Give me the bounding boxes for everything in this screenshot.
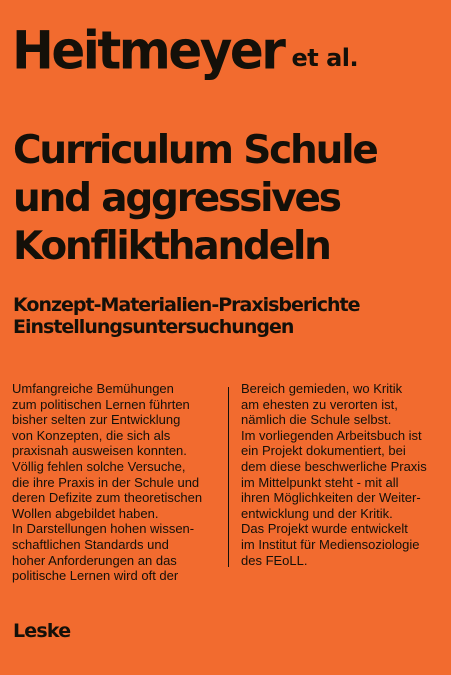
book-title xyxy=(13,127,443,271)
blurb-line: politische Lernen wird oft der xyxy=(12,568,179,584)
blurb-line: des FEoLL. xyxy=(241,552,308,568)
blurb-line: ein Projekt dokumentiert, bei xyxy=(241,443,406,459)
blurb-line: dem diese beschwerliche Praxis xyxy=(241,458,427,474)
blurb-line: nämlich die Schule selbst. xyxy=(241,412,392,428)
blurb-line: Bereich gemieden, wo Kritik xyxy=(241,381,403,396)
author-suffix: et al. xyxy=(291,44,359,72)
blurb-line: schaftlichen Standards und xyxy=(12,536,169,552)
blurb-line: praxisnah ausweisen konnten. xyxy=(12,443,187,459)
blurb-left-column xyxy=(12,381,216,584)
book-subtitle xyxy=(13,294,443,338)
author-line xyxy=(12,20,359,81)
column-divider xyxy=(228,387,229,567)
blurb-line: im Mittelpunkt steht - mit all xyxy=(241,474,399,490)
author-name: Heitmeyer xyxy=(12,20,284,81)
blurb-line: ihren Möglichkeiten der Weiter- xyxy=(241,490,421,506)
blurb-line: Völlig fehlen solche Versuche, xyxy=(12,458,186,474)
blurb-line: von Konzepten, die sich als xyxy=(12,427,171,443)
blurb-line: im Institut für Mediensoziologie xyxy=(241,536,420,552)
title-line-3: Konflikthandeln xyxy=(13,224,330,269)
blurb-line: die ihre Praxis in der Schule und xyxy=(12,474,200,490)
blurb-line: Umfangreiche Bemühungen xyxy=(12,381,174,396)
blurb-line: entwicklung und der Kritik. xyxy=(241,505,393,521)
subtitle-line-2: Einstellungsuntersuchungen xyxy=(13,316,294,338)
blurb-line: Das Projekt wurde entwickelt xyxy=(241,521,408,537)
title-line-2: und aggressives xyxy=(13,176,340,221)
blurb-line: bisher selten zur Entwicklung xyxy=(12,412,181,428)
title-line-1: Curriculum Schule xyxy=(13,128,377,173)
blurb-line: am ehesten zu verorten ist, xyxy=(241,396,398,412)
publisher-name: Leske xyxy=(13,620,71,642)
blurb-line: In Darstellungen hohen wissen- xyxy=(12,521,195,537)
subtitle-line-1: Konzept-Materialien-Praxisberichte xyxy=(13,294,360,316)
blurb-line: zum politischen Lernen führten xyxy=(12,396,190,412)
blurb-line: Im vorliegenden Arbeitsbuch ist xyxy=(241,427,422,443)
blurb-line: hoher Anforderungen an das xyxy=(12,552,177,568)
blurb-line: deren Defizite zum theoretischen xyxy=(12,490,203,506)
blurb-line: Wollen abgebildet haben. xyxy=(12,505,159,521)
blurb-right-column xyxy=(241,381,447,568)
